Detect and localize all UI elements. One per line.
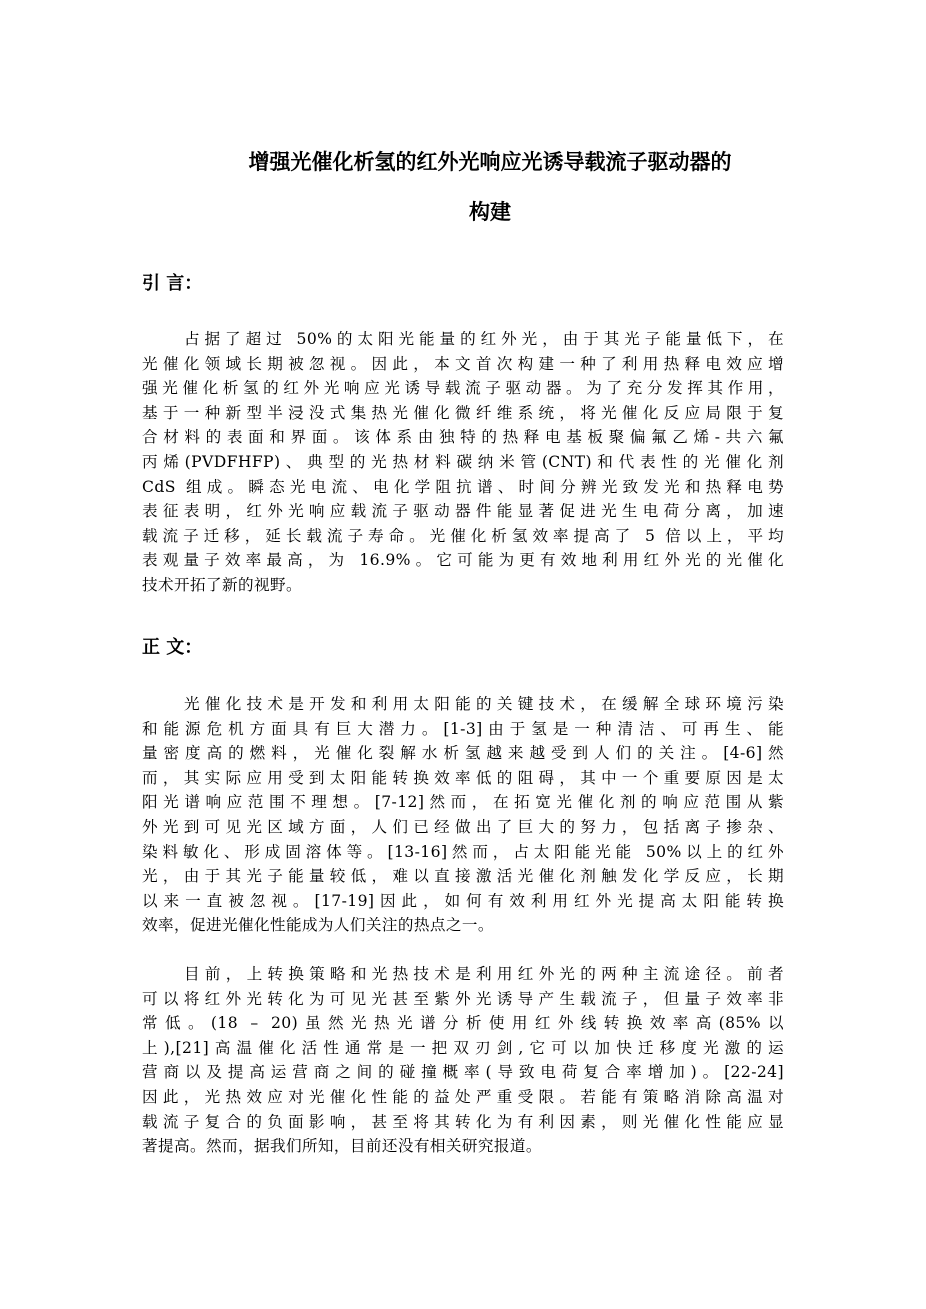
paragraph-line: 著提高。然而，据我们所知，目前还没有相关研究报道。 bbox=[142, 1137, 542, 1156]
paragraph-line: 因此，光热效应对光催化性能的益处严重受限。若能有策略消除高温对 bbox=[142, 1087, 784, 1106]
paragraph-line: 量密度高的燃料，光催化裂解水析氢越来越受到人们的关注。[4-6]然 bbox=[142, 744, 784, 763]
intro-paragraph bbox=[142, 327, 784, 598]
body-paragraph-1 bbox=[142, 692, 784, 938]
paragraph-line: 常低。(18 – 20)虽然光热光谱分析使用红外线转换效率高(85%以 bbox=[142, 1014, 784, 1033]
paragraph-line: 技术开拓了新的视野。 bbox=[142, 575, 302, 594]
paragraph-line: 光，由于其光子能量较低，难以直接激活光催化剂触发化学反应，长期 bbox=[142, 867, 784, 886]
intro-heading: 引 言： bbox=[142, 273, 203, 294]
paragraph-line: 表观量子效率最高，为 16.9%。它可能为更有效地利用红外光的光催化 bbox=[142, 551, 784, 570]
paragraph-line: 可以将红外光转化为可见光甚至紫外光诱导产生载流子，但量子效率非 bbox=[142, 989, 784, 1008]
paragraph-line: 强光催化析氢的红外光响应光诱导载流子驱动器。为了充分发挥其作用， bbox=[142, 379, 784, 398]
document-title-line-2: 构建 bbox=[469, 200, 511, 224]
paragraph-line: 载流子复合的负面影响，甚至将其转化为有利因素，则光催化性能应显 bbox=[142, 1112, 784, 1131]
paragraph-line: 光催化技术是开发和利用太阳能的关键技术，在缓解全球环境污染 bbox=[184, 695, 784, 713]
body-heading: 正 文： bbox=[142, 637, 203, 658]
paragraph-line: 合材料的表面和界面。该体系由独特的热释电基板聚偏氟乙烯-共六氟 bbox=[142, 428, 784, 447]
paragraph-line: 基于一种新型半浸没式集热光催化微纤维系统，将光催化反应局限于复 bbox=[142, 403, 784, 422]
paragraph-line: 外光到可见光区域方面，人们已经做出了巨大的努力，包括离子掺杂、 bbox=[142, 817, 784, 836]
document-title-line-1: 增强光催化析氢的红外光响应光诱导载流子驱动器的 bbox=[248, 150, 732, 174]
paragraph-line: 以来一直被忽视。[17-19]因此，如何有效利用红外光提高太阳能转换 bbox=[142, 891, 784, 910]
paragraph-line: 丙烯(PVDFHFP)、典型的光热材料碳纳米管(CNT)和代表性的光催化剂 bbox=[142, 452, 784, 471]
paragraph-line: 载流子迁移，延长载流子寿命。光催化析氢效率提高了 5 倍以上，平均 bbox=[142, 526, 784, 545]
paragraph-line: 而，其实际应用受到太阳能转换效率低的阻碍，其中一个重要原因是太 bbox=[142, 768, 784, 787]
paragraph-line: 目前，上转换策略和光热技术是利用红外光的两种主流途径。前者 bbox=[184, 965, 784, 983]
paragraph-line: 阳光谱响应范围不理想。[7-12]然而，在拓宽光催化剂的响应范围从紫 bbox=[142, 793, 784, 812]
paragraph-line: 表征表明，红外光响应载流子驱动器件能显著促进光生电荷分离，加速 bbox=[142, 502, 784, 521]
paragraph-line: 光催化领域长期被忽视。因此，本文首次构建一种了利用热释电效应增 bbox=[142, 354, 784, 373]
paragraph-line: 效率，促进光催化性能成为人们关注的热点之一。 bbox=[142, 916, 494, 935]
paragraph-line: CdS 组成。瞬态光电流、电化学阻抗谱、时间分辨光致发光和热释电势 bbox=[142, 477, 784, 496]
paragraph-line: 和能源危机方面具有巨大潜力。[1-3]由于氢是一种清洁、可再生、能 bbox=[142, 719, 784, 738]
paragraph-line: 染料敏化、形成固溶体等。[13-16]然而，占太阳能光能 50%以上的红外 bbox=[142, 842, 784, 861]
body-paragraph-2 bbox=[142, 962, 784, 1159]
paragraph-line: 上),[21]高温催化活性通常是一把双刃剑,它可以加快迁移度光激的运 bbox=[142, 1038, 784, 1057]
paragraph-line: 占据了超过 50%的太阳光能量的红外光，由于其光子能量低下，在 bbox=[184, 330, 784, 348]
paragraph-line: 营商以及提高运营商之间的碰撞概率(导致电荷复合率增加)。[22-24] bbox=[142, 1063, 784, 1082]
